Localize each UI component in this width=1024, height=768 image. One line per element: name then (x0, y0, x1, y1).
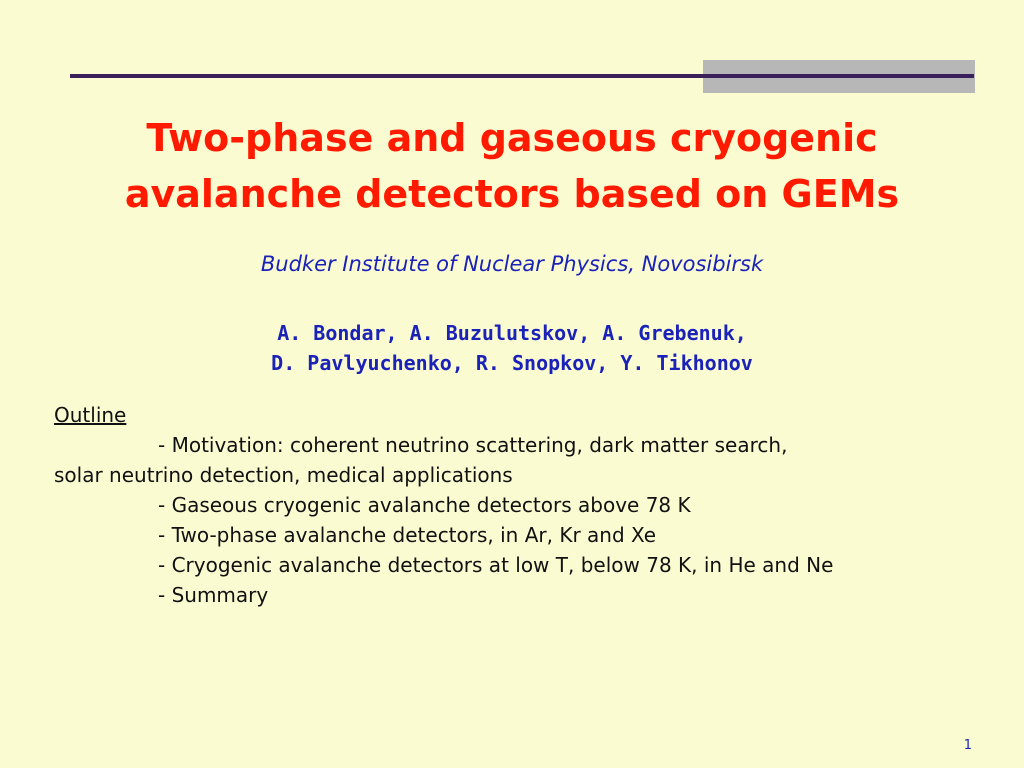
title-line-1: Two-phase and gaseous cryogenic (146, 116, 878, 160)
page-number: 1 (963, 738, 972, 753)
slide-title (0, 110, 1024, 222)
outline-heading: Outline (54, 403, 127, 427)
outline-item-summary: - Summary (158, 583, 269, 607)
outline-item-gaseous: - Gaseous cryogenic avalanche detectors above 78 K (158, 493, 691, 517)
outline-item-low-temperature: - Cryogenic avalanche detectors at low T, below 78 K, in He and Ne (158, 553, 834, 577)
outline-section (54, 400, 984, 610)
institute-name: Budker Institute of Nuclear Physics, Novosibirsk (260, 252, 764, 276)
outline-item-two-phase: - Two-phase avalanche detectors, in Ar, Kr and Xe (158, 523, 657, 547)
outline-item-motivation-cont: solar neutrino detection, medical applications (54, 463, 513, 487)
author-list (0, 318, 1024, 378)
title-line-2: avalanche detectors based on GEMs (124, 172, 900, 216)
header-rule-segment (703, 74, 974, 78)
outline-item-motivation: - Motivation: coherent neutrino scattering, dark matter search, (158, 433, 788, 457)
authors-line-2: D. Pavlyuchenko, R. Snopkov, Y. Tikhonov (271, 351, 753, 375)
authors-line-1: A. Bondar, A. Buzulutskov, A. Grebenuk, (277, 321, 747, 345)
